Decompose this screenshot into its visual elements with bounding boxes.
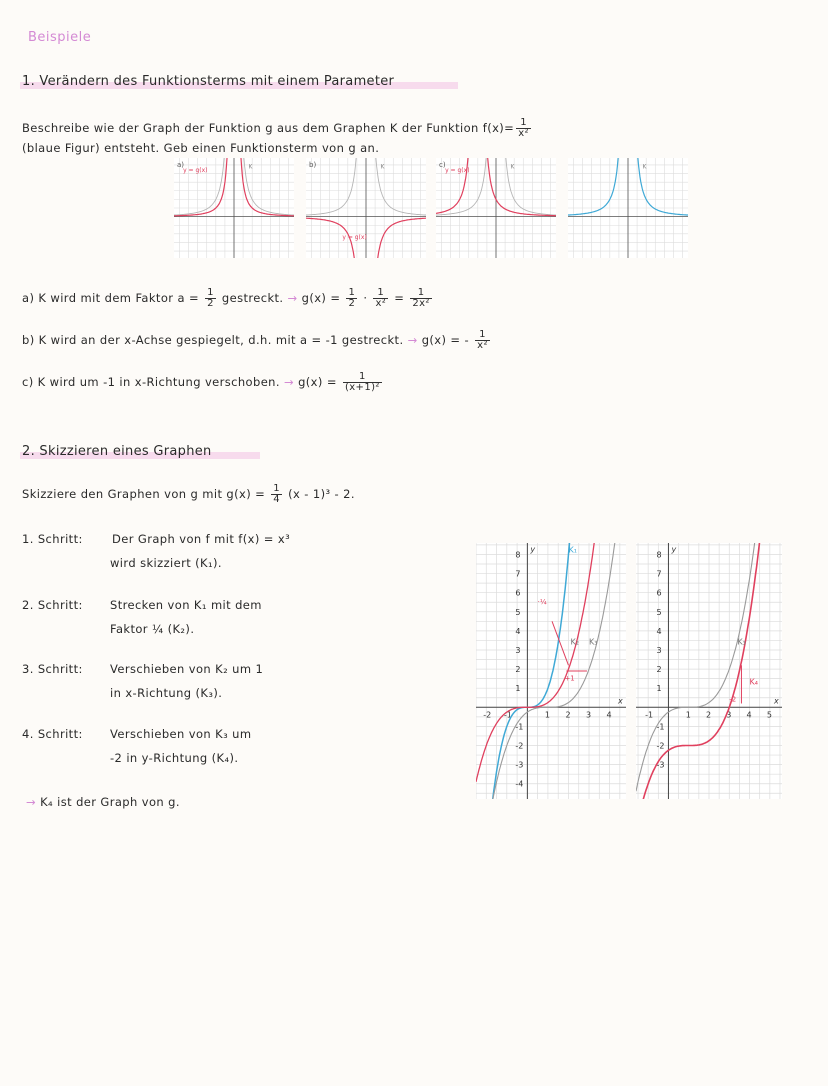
- graph-panel-svg: [436, 158, 556, 258]
- graph-cubic-1: [476, 543, 626, 799]
- arrow-icon: →: [283, 375, 295, 389]
- section1-task-line1: [22, 118, 533, 139]
- step-line: Verschieben von K₃ um: [110, 727, 252, 741]
- graph-k-curve: [367, 158, 426, 215]
- k-label: K: [510, 163, 515, 171]
- step-line: Der Graph von f mit f(x) = x³: [112, 532, 291, 546]
- y-tick-label: 4: [515, 626, 521, 636]
- graph-panel: [436, 158, 556, 258]
- x-tick-label: 2: [706, 710, 712, 720]
- label-k1: K₁: [568, 545, 577, 555]
- label-shift: +1: [564, 674, 575, 683]
- y-tick-label: 6: [515, 588, 521, 598]
- y-tick-label: 3: [656, 645, 662, 655]
- y-tick-label: 6: [656, 588, 662, 598]
- label-k3: K₃: [589, 637, 598, 647]
- graph-panel-svg: [174, 158, 294, 258]
- answer-c: c) K wird um -1 in x-Richtung verschoben. → g(x) = $\frac{1}{\text{(x+1)²}}$: [22, 371, 380, 393]
- x-tick-label: 5: [766, 710, 772, 720]
- panel-letter: c): [439, 161, 446, 169]
- section2-task: Skizziere den Graphen von g mit g(x) = $\frac{1}{4}$ (x - 1)³ - 2.: [22, 483, 355, 505]
- page-title: Beispiele: [28, 30, 92, 45]
- y-tick-label: -3: [656, 760, 665, 770]
- task-fraction: $\frac{1}{\text{x²}}$: [518, 117, 529, 139]
- y-tick-label: -1: [656, 722, 665, 732]
- y-tick-label: -2: [515, 741, 524, 751]
- label-factor: ·¼: [537, 598, 547, 607]
- graph-g-curve: [235, 158, 294, 216]
- section1-heading: 1. Verändern des Funktionsterms mit einem Parameter: [22, 74, 395, 89]
- curve-k1: [476, 543, 626, 799]
- label-shift: -2: [729, 695, 737, 704]
- x-tick-label: 4: [606, 710, 612, 720]
- graph-k-curve: [568, 158, 627, 215]
- graph-panel-svg: [568, 158, 688, 258]
- label-k2: K₂: [570, 637, 579, 647]
- step-label: 1. Schritt:: [22, 532, 83, 546]
- graph-k-curve: [497, 158, 556, 215]
- task-text: Beschreibe wie der Graph der Funktion g aus dem Graphen K der Funktion f(x)=: [22, 121, 515, 135]
- graph-cubic-2: [636, 543, 782, 799]
- g-label: y = g(x): [342, 234, 367, 242]
- graph-panel: [174, 158, 294, 258]
- arrow-icon: →: [407, 333, 418, 347]
- k-label: K: [380, 163, 385, 171]
- x-tick-label: 3: [726, 710, 732, 720]
- x-tick-label: 2: [565, 710, 571, 720]
- answer-a: a) K wird mit dem Faktor a = $\frac{1}{2}$ gestreckt. → g(x) = $\frac{1}{2}$ · $\frac{1}{\text{x²}}$ = $\frac{1}{\text{2x²}}$: [22, 287, 430, 309]
- graph-g-curve: [367, 218, 426, 258]
- graph-k-curve: [629, 158, 688, 215]
- arrow-icon: →: [287, 291, 298, 305]
- x-tick-label: 3: [586, 710, 592, 720]
- step-line: -2 in y-Richtung (K₄).: [110, 751, 239, 765]
- step-line: in x-Richtung (K₃).: [110, 686, 223, 700]
- x-tick-label: -1: [645, 710, 654, 720]
- y-tick-label: 1: [515, 684, 521, 694]
- graph-panel: [568, 158, 688, 258]
- label-k4: K₄: [749, 677, 759, 687]
- graph-panel-svg: [306, 158, 426, 258]
- x-axis-label: x: [774, 696, 779, 706]
- y-tick-label: 3: [515, 645, 521, 655]
- curve-k2: [476, 543, 626, 782]
- y-tick-label: -2: [656, 741, 665, 751]
- step-label: 3. Schritt:: [22, 662, 83, 676]
- x-tick-label: 1: [544, 710, 551, 720]
- x-tick-label: 1: [685, 710, 691, 720]
- step-label: 4. Schritt:: [22, 727, 83, 741]
- arrow-icon: →: [26, 795, 37, 809]
- panel-letter: a): [177, 161, 185, 169]
- answer-b: b) K wird an der x-Achse gespiegelt, d.h. mit a = -1 gestreckt. → g(x) = - $\frac{1}{\text{x²}}$: [22, 329, 488, 351]
- step-label: 2. Schritt:: [22, 598, 83, 612]
- x-tick-label: -1: [503, 710, 512, 720]
- k-label: K: [248, 163, 253, 171]
- y-axis-label: y: [671, 545, 677, 554]
- g-label: y = g(x): [445, 166, 470, 174]
- y-axis-label: y: [530, 545, 536, 554]
- g-label: y = g(x): [183, 166, 208, 174]
- y-tick-label: 2: [656, 665, 662, 675]
- x-tick-label: 4: [746, 710, 752, 720]
- y-tick-label: 2: [515, 665, 521, 675]
- section1-task-line2: (blaue Figur) entsteht. Geb einen Funktionsterm von g an.: [22, 141, 380, 155]
- k-label: K: [642, 163, 647, 171]
- y-tick-label: 1: [656, 684, 662, 694]
- label-k3: K₃: [737, 637, 746, 647]
- graph-g-curve: [479, 158, 556, 216]
- factor-fraction: $\frac{1}{2}$: [207, 287, 214, 309]
- x-tick-label: -2: [483, 710, 492, 720]
- conclusion: → K₄ ist der Graph von g.: [26, 795, 180, 809]
- step-line: Faktor ¼ (K₂).: [110, 622, 195, 636]
- y-tick-label: 8: [515, 550, 521, 560]
- y-tick-label: 4: [656, 626, 662, 636]
- y-tick-label: 7: [656, 569, 662, 579]
- y-tick-label: 8: [656, 550, 662, 560]
- y-tick-label: 5: [515, 607, 521, 617]
- y-tick-label: 7: [515, 569, 521, 579]
- y-tick-label: -4: [515, 779, 524, 789]
- x-axis-label: x: [618, 696, 623, 706]
- panel-letter: b): [309, 161, 317, 169]
- y-tick-label: -3: [515, 760, 524, 770]
- step-line: Strecken von K₁ mit dem: [110, 598, 262, 612]
- y-tick-label: 5: [656, 607, 662, 617]
- step-line: wird skizziert (K₁).: [110, 556, 222, 570]
- step-line: Verschieben von K₂ um 1: [110, 662, 264, 676]
- y-tick-label: -1: [515, 722, 524, 732]
- graph-cubic-2-svg: [636, 543, 782, 799]
- graph-cubic-1-svg: [476, 543, 626, 799]
- graph-panel: [306, 158, 426, 258]
- section2-heading: 2. Skizzieren eines Graphen: [22, 444, 212, 459]
